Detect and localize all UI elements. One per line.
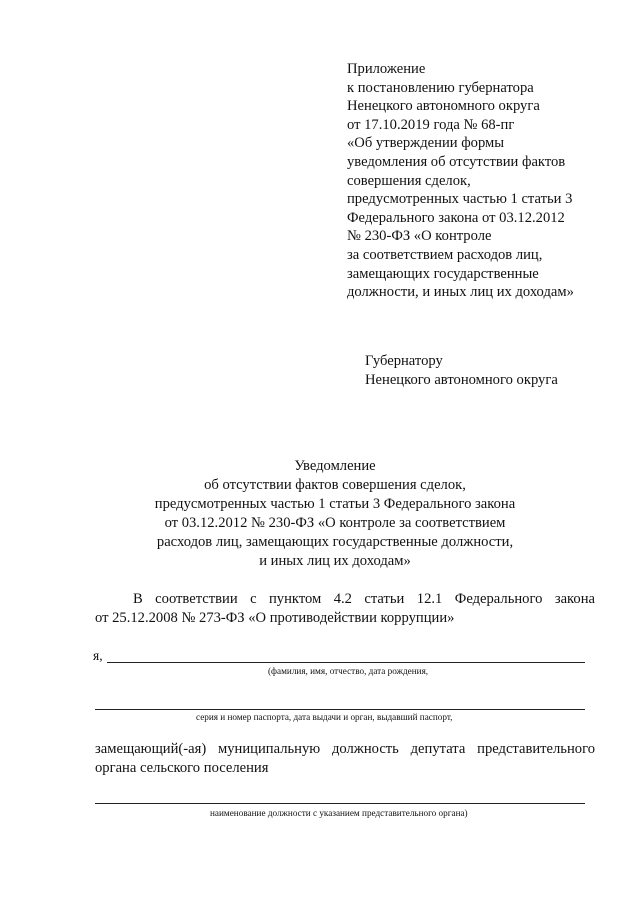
appendix-line: «Об утверждении формы bbox=[347, 135, 505, 152]
notice-subtitle-line: предусмотренных частью 1 статьи 3 Федерального закона bbox=[154, 496, 516, 512]
notice-subtitle-line: от 03.12.2012 № 230-ФЗ «О контроле за соответствием bbox=[164, 515, 506, 531]
passport-input-line[interactable] bbox=[95, 709, 585, 710]
appendix-line: к постановлению губернатора bbox=[347, 79, 534, 96]
name-field-caption: (фамилия, имя, отчество, дата рождения, bbox=[268, 666, 429, 676]
notice-title-block bbox=[80, 457, 590, 571]
passport-field-caption: серия и номер паспорта, дата выдачи и орган, выдавший паспорт, bbox=[196, 712, 453, 722]
notice-subtitle-line: об отсутствии фактов совершения сделок, bbox=[204, 477, 466, 493]
position-input-line[interactable] bbox=[95, 803, 585, 804]
appendix-line: за соответствием расходов лиц, bbox=[347, 246, 543, 263]
addressee-block bbox=[365, 352, 558, 390]
appendix-line: уведомления об отсутствии фактов bbox=[347, 153, 566, 170]
position-statement bbox=[95, 740, 595, 778]
appendix-header bbox=[347, 60, 627, 302]
position-line: замещающий(-ая) муниципальную должность депутата представительного bbox=[95, 741, 595, 757]
legal-basis-paragraph bbox=[95, 590, 595, 628]
appendix-line: должности, и иных лиц их доходам» bbox=[347, 284, 574, 301]
paragraph-line: от 25.12.2008 № 273-ФЗ «О противодействии коррупции» bbox=[95, 610, 455, 626]
appendix-line: Ненецкого автономного округа bbox=[347, 98, 540, 115]
appendix-line: от 17.10.2019 года № 68-пг bbox=[347, 116, 515, 133]
notice-subtitle-line: расходов лиц, замещающих государственные должности, bbox=[156, 534, 514, 550]
paragraph-line: В соответствии с пунктом 4.2 статьи 12.1 Федерального закона bbox=[133, 591, 595, 607]
appendix-line: замещающих государственные bbox=[347, 265, 539, 282]
appendix-line: Федерального закона от 03.12.2012 bbox=[347, 209, 565, 226]
ya-label: я, bbox=[93, 648, 103, 663]
appendix-line: совершения сделок, bbox=[347, 172, 471, 189]
appendix-line: № 230-ФЗ «О контроле bbox=[347, 228, 492, 245]
addressee-line: Губернатору bbox=[365, 353, 443, 369]
name-input-line[interactable] bbox=[107, 662, 585, 663]
notice-title: Уведомление bbox=[294, 458, 376, 474]
position-field-caption: наименование должности с указанием представительного органа) bbox=[210, 808, 468, 818]
appendix-line: Приложение bbox=[347, 61, 426, 77]
notice-subtitle-line: и иных лиц их доходам» bbox=[259, 553, 411, 569]
addressee-line: Ненецкого автономного округа bbox=[365, 372, 558, 388]
position-line: органа сельского поселения bbox=[95, 760, 269, 776]
appendix-line: предусмотренных частью 1 статьи 3 bbox=[347, 191, 573, 208]
